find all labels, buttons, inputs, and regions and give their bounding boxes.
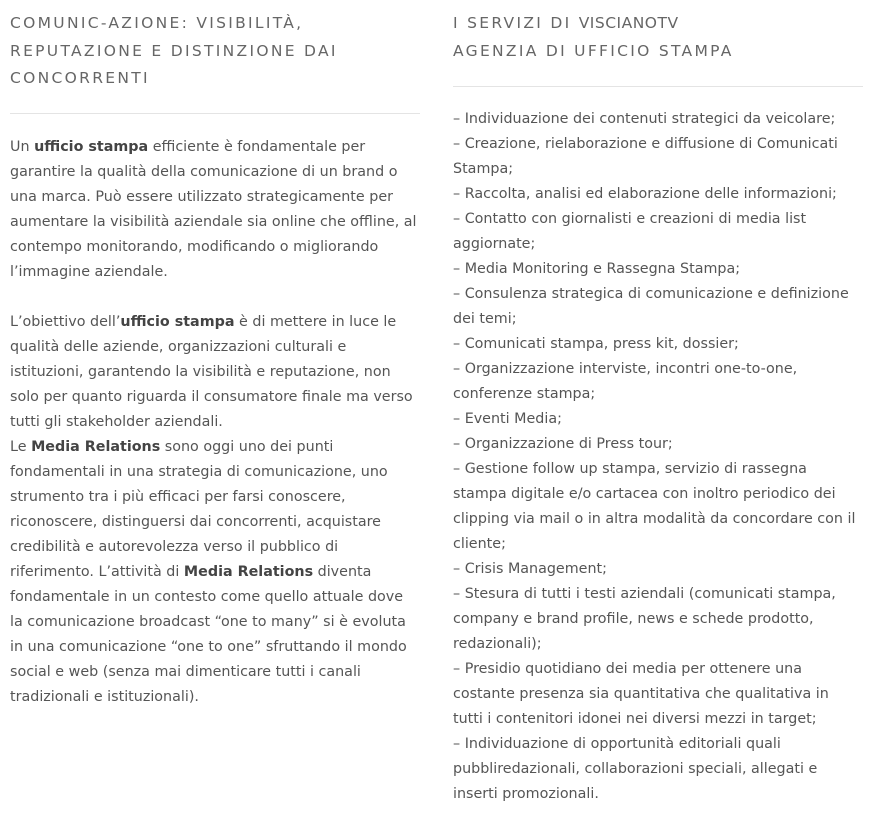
service-item: – Presidio quotidiano dei media per ottenere una costante presenza sia quantitativa che qualitativa in tutti i contenitori idonei nei diversi mezzi in target; xyxy=(453,661,829,727)
left-body xyxy=(10,135,420,710)
p1-text-a: Un xyxy=(10,138,35,155)
service-item: – Eventi Media; xyxy=(453,411,562,427)
service-item: – Consulenza strategica di comunicazione e definizione dei temi; xyxy=(453,286,849,327)
services-list xyxy=(453,107,863,807)
p3-text-a: Le xyxy=(10,438,32,455)
service-item: – Organizzazione di Press tour; xyxy=(453,436,673,452)
right-heading-brand: VISCIANOTV xyxy=(578,14,679,32)
service-item: – Gestione follow up stampa, servizio di rassegna stampa digitale e/o cartacea con inoltro periodico dei clipping via mail o in altra modalità da concordare con il cliente; xyxy=(453,461,856,552)
p2-text-a: L’obiettivo dell’ xyxy=(10,313,121,330)
service-item: – Individuazione di opportunità editoriali quali pubbliredazionali, collaborazioni speciali, allegati e inserti promozionali. xyxy=(453,736,818,802)
p2-text-c: è di mettere in luce le qualità delle aziende, organizzazioni culturali e istituzioni, garantendo la visibilità e reputazione, non solo per quanto riguarda il consumatore finale ma verso tutti gli stakeholder aziendali. xyxy=(10,313,413,430)
service-item: – Crisis Management; xyxy=(453,561,607,577)
right-heading-prefix: I SERVIZI DI xyxy=(453,14,579,32)
right-heading-line-1 xyxy=(453,10,863,38)
service-item: – Stesura di tutti i testi aziendali (comunicati stampa, company e brand profile, news e schede prodotto, redazionali); xyxy=(453,586,836,652)
right-heading-line-2: AGENZIA DI UFFICIO STAMPA xyxy=(453,41,734,60)
left-heading-line-3: CONCORRENTI xyxy=(10,69,150,87)
paragraph-gap xyxy=(10,285,420,310)
paragraph-media-relations xyxy=(10,435,420,710)
left-heading xyxy=(10,10,420,93)
right-column xyxy=(453,10,863,807)
p1-text-c: efficiente è fondamentale per garantire la qualità della comunicazione di un brand o una marca. Può essere utilizzato strategicamente per aumentare la visibilità aziendale sia online che offline, al contempo monitorando, modificando o migliorando l’immagine aziendale. xyxy=(10,138,417,280)
p1-bold-term: ufficio stampa xyxy=(34,138,149,155)
service-item: – Contatto con giornalisti e creazioni di media list aggiornate; xyxy=(453,211,807,252)
paragraph-ufficio-stampa-goal xyxy=(10,310,420,435)
service-item: – Creazione, rielaborazione e diffusione di Comunicati Stampa; xyxy=(453,136,838,177)
service-item: – Comunicati stampa, press kit, dossier; xyxy=(453,336,739,352)
service-item: – Media Monitoring e Rassegna Stampa; xyxy=(453,261,741,277)
p3-bold-term-2: Media Relations xyxy=(183,563,314,580)
service-item: – Individuazione dei contenuti strategici da veicolare; xyxy=(453,111,836,127)
right-divider xyxy=(453,86,863,87)
left-divider xyxy=(10,113,420,114)
p3-text-c: sono oggi uno dei punti fondamentali in una strategia di comunicazione, uno strumento tra i più efficaci per farsi conoscere, riconoscere, distinguersi dai concorrenti, acquistare credibilità e autorevolezza verso il pubblico di riferimento. L’attività di xyxy=(10,438,388,580)
service-item: – Raccolta, analisi ed elaborazione delle informazioni; xyxy=(453,186,837,202)
p3-text-e: diventa fondamentale in un contesto come quello attuale dove la comunicazione broadcast “one to many” si è evoluta in una comunicazione “one to one” sfruttando il mondo social e web (senza mai dimenticare tutti i canali tradizionali e istituzionali). xyxy=(10,563,407,705)
left-heading-line-2: REPUTAZIONE E DISTINZIONE DAI xyxy=(10,41,338,60)
service-item: – Organizzazione interviste, incontri one-to-one, conferenze stampa; xyxy=(453,361,798,402)
paragraph-ufficio-stampa-intro xyxy=(10,135,420,285)
left-column xyxy=(10,10,420,710)
left-heading-line-1: COMUNIC-AZIONE: VISIBILITÀ, xyxy=(10,14,304,32)
p3-bold-term-1: Media Relations xyxy=(31,438,161,455)
p2-bold-term: ufficio stampa xyxy=(120,313,235,330)
right-heading xyxy=(453,10,863,65)
